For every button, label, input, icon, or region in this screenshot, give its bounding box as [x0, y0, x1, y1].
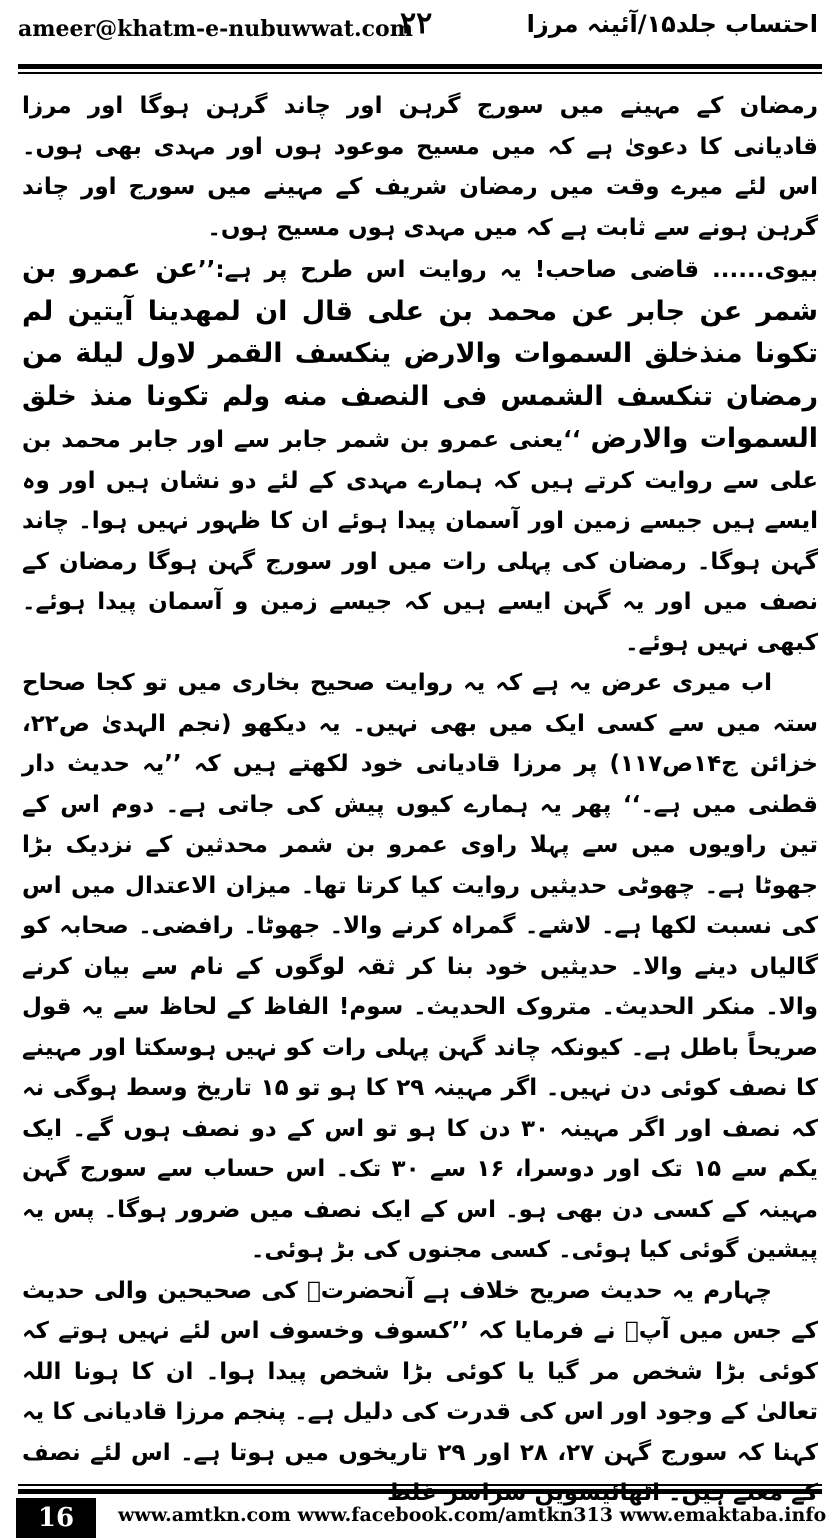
header-book-title: احتساب جلد۱۵/آئینہ مرزا: [526, 10, 818, 38]
paragraph-1: رمضان کے مہینے میں سورج گرہن اور چاند گرہن ہوگا اور مرزا قادیانی کا دعویٰ ہے کہ میں مسیح موعود ہوں اور مہدی بھی ہوں۔ اس لئے میرے وقت میں رمضان شریف کے مہینے میں سورج اور چاند گرہن ہونے سے ثابت ہے کہ میں مہدی ہوں مسیح ہوں۔: [22, 93, 818, 241]
header-rule-thick: [18, 64, 822, 69]
footer-websites: www.amtkn.com www.facebook.com/amtkn313 www.emaktaba.info: [118, 1504, 827, 1526]
footer-rule-thin: [18, 1484, 822, 1486]
paragraph-3: اب میری عرض یہ ہے کہ یہ روایت صحیح بخاری میں تو کجا صحاح ستہ میں سے کسی ایک میں بھی نہیں۔ یہ دیکھو (نجم الہدیٰ ص۲۲، خزائن ج۱۴ص۱۱۷) پر مرزا قادیانی خود لکھتے ہیں کہ ’’یہ حدیث دار قطنی میں ہے۔‘‘ پھر یہ ہمارے کیوں پیش کی جاتی ہے۔ دوم اس کے تین راویوں میں سے پہلا راوی عمرو بن شمر محدثین کے نزدیک بڑا جھوٹا ہے۔ چھوٹی حدیثیں روایت کیا کرتا تھا۔ میزان الاعتدال میں اس کی نسبت لکھا ہے۔ لاشے۔ گمراہ کرنے والا۔ جھوٹا۔ رافضی۔ صحابہ کو گالیاں دینے والا۔ حدیثیں خود بنا کر ثقہ لوگوں کے نام سے بیان کرنے والا۔ منکر الحدیث۔ متروک الحدیث۔ سوم! الفاظ کے لحاظ سے یہ قول صریحاً باطل ہے۔ کیونکہ چاند گہن پہلی رات کو نہیں ہوسکتا اور مہینے کا نصف کوئی دن نہیں۔ اگر مہینہ ۲۹ کا ہو تو ۱۵ تاریخ وسط ہوگی نہ کہ نصف اور اگر مہینہ ۳۰ دن کا ہو تو اس کے دو نصف ہوں گے۔ ایک یکم سے ۱۵ تک اور دوسرا، ۱۶ سے ۳۰ تک۔ اس حساب سے سورج گہن مہینہ کے کسی دن بھی ہو۔ اس کے ایک نصف میں ضرور ہوگا۔ پس یہ پیشین گوئی کیا ہوئی۔ کسی مجنوں کی بڑ ہوئی۔: [22, 670, 819, 1263]
page-header: [0, 0, 840, 62]
arabic-quotation: عن عمرو بن شمر عن جابر عن محمد بن علی قال ان لمهدينا آيتين لم تكونا منذخلق السموات والارض ينكسف القمر لاول ليلة من رمضان تنكسف الشمس فى النصف منه ولم تكونا منذ خلق السموات والارض: [22, 253, 818, 454]
speaker-line: بیوی...... قاضی صاحب! یہ روایت اس طرح پر ہے:’’: [197, 257, 818, 283]
paragraph-4: چہارم یہ حدیث صریح خلاف ہے آنحضرتﷺ کی صحیحین والی حدیث کے جس میں آپؐ نے فرمایا کہ ’’کسوف وخسوف اس لئے نہیں ہوتے کہ کوئی بڑا شخص مر گیا یا کوئی بڑا شخص پیدا ہوا۔ ان کا ہونا اللہ تعالیٰ کے وجود اور اس کی قدرت کی دلیل ہے۔ پنجم مرزا قادیانی کا یہ کہنا کہ سورج گہن ۲۷، ۲۸ اور ۲۹ تاریخوں میں ہوتا ہے۔ اس لئے نصف: [22, 1277, 819, 1466]
footer-rule-thick: [18, 1489, 822, 1494]
footer-folio-number: 16: [16, 1498, 96, 1538]
header-page-number: ۲۲: [400, 6, 433, 41]
header-rule-thin: [18, 72, 822, 74]
urdu-translation: ‘‘یعنی عمرو بن شمر جابر سے اور جابر محمد بن علی سے روایت کرتے ہیں کہ ہمارے مہدی کے لئے دو نشان ہیں اور وہ ایسے ہیں جیسے زمین اور آسمان پیدا ہوئے ان کا ظہور نہیں ہوا۔ چاند گہن ہوگا۔ رمضان کی پہلی رات میں اور سورج گہن ہوگا رمضان کے نصف میں اور یہ گہن ایسے ہیں کہ جیسے زمین و آسمان پیدا ہوئے۔ کبھی نہیں ہوئے۔: [22, 427, 818, 656]
page-body: [22, 86, 818, 1471]
header-email: ameer@khatm-e-nubuwwat.com: [18, 16, 413, 42]
page-footer: [0, 1478, 840, 1540]
paragraph-2: [22, 248, 818, 663]
